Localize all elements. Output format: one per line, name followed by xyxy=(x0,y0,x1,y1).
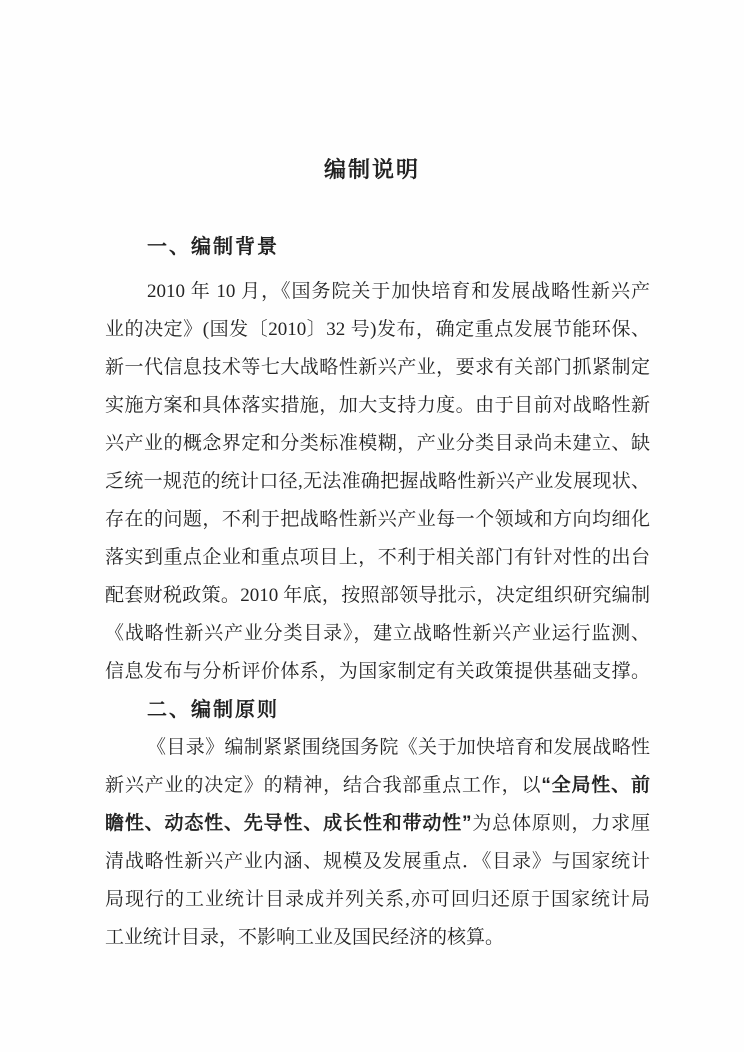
text-line: 业的决定》(国发〔2010〕32 号)发布，确定重点发展节能环保、 xyxy=(105,319,650,340)
text-segment: 《目录》编制紧紧围绕国务院《关于加快培育和发展战略性 xyxy=(147,737,650,758)
text-line xyxy=(105,919,650,957)
text-line: 《战略性新兴产业分类目录》，建立战略性新兴产业运行监测、 xyxy=(105,623,650,644)
text-line: 信息发布与分析评价体系，为国家制定有关政策提供基础支撑。 xyxy=(105,661,650,682)
bold-text-segment: “全局性、前 xyxy=(541,775,650,796)
text-line: 配套财税政策。2010 年底，按照部领导批示，决定组织研究编制 xyxy=(105,585,650,606)
section2-paragraph xyxy=(105,729,650,957)
text-line: 兴产业的概念界定和分类标准模糊，产业分类目录尚未建立、缺 xyxy=(105,433,650,454)
text-line: 存在的问题，不利于把战略性新兴产业每一个领域和方向均细化 xyxy=(105,509,650,530)
text-line: 乏统一规范的统计口径,无法准确把握战略性新兴产业发展现状、 xyxy=(105,471,650,492)
text-segment: 清战略性新兴产业内涵、规模及发展重点．《目录》与国家统计 xyxy=(105,851,650,872)
section1-heading: 一、编制背景 xyxy=(147,236,279,258)
section1-paragraph xyxy=(105,273,650,691)
text-segment: 工业统计目录，不影响工业及国民经济的核算。 xyxy=(105,927,505,948)
section2-heading: 二、编制原则 xyxy=(147,699,279,721)
text-line: 2010 年 10 月，《国务院关于加快培育和发展战略性新兴产 xyxy=(147,281,650,302)
text-line: 新一代信息技术等七大战略性新兴产业，要求有关部门抓紧制定 xyxy=(105,357,650,378)
text-line: 实施方案和具体落实措施，加大支持力度。由于目前对战略性新 xyxy=(105,395,650,416)
text-line xyxy=(105,805,650,843)
text-segment: 为总体原则，力求厘 xyxy=(471,813,650,834)
text-segment: 局现行的工业统计目录成并列关系,亦可回归还原于国家统计局 xyxy=(105,889,650,910)
text-line xyxy=(105,843,650,881)
page-title: 编制说明 xyxy=(323,157,420,182)
text-line xyxy=(105,729,650,767)
bold-text-segment: 瞻性、动态性、先导性、成长性和带动性” xyxy=(105,813,472,834)
text-line xyxy=(105,881,650,919)
text-line: 落实到重点企业和重点项目上，不利于相关部门有针对性的出台 xyxy=(105,547,650,568)
text-line xyxy=(105,767,650,805)
text-segment: 新兴产业的决定》的精神，结合我部重点工作，以 xyxy=(105,775,542,796)
